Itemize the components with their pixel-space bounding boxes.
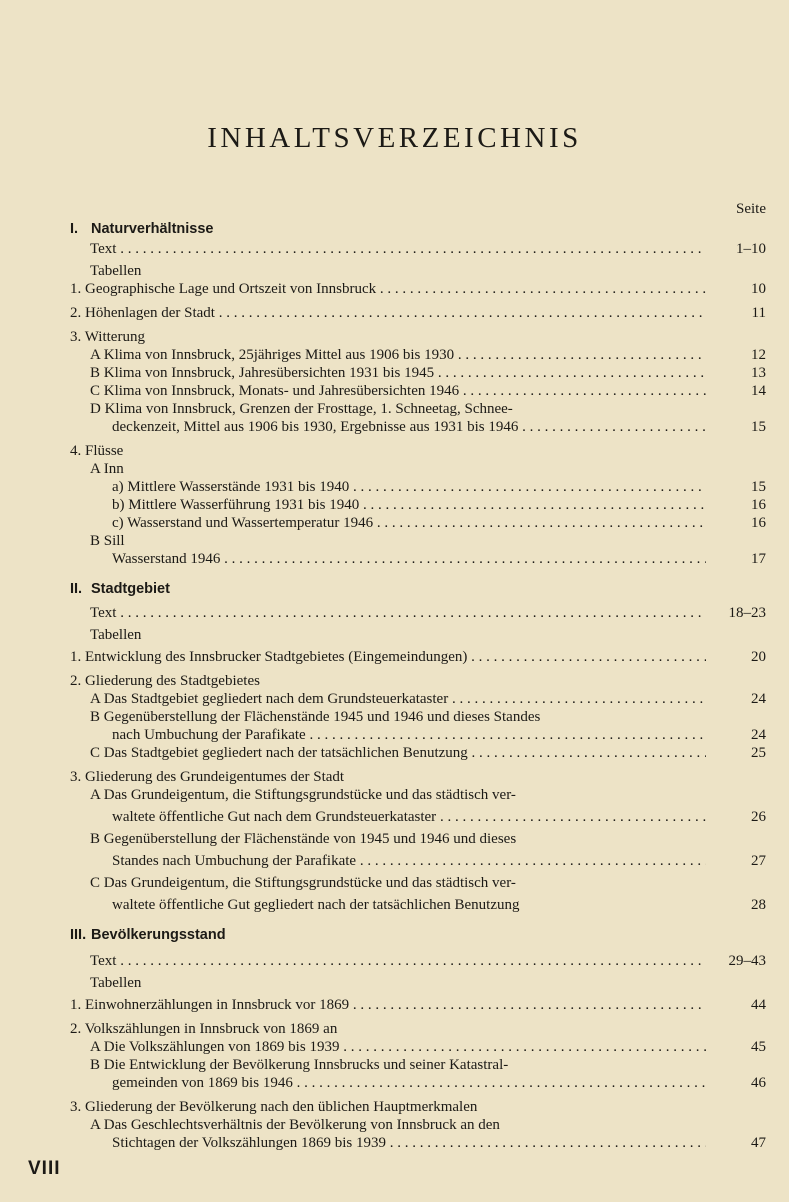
toc-entry: Stichtagen der Volkszählungen 1869 bis 1939 . . . 47 [70,1134,766,1152]
toc-entry: C Klima von Innsbruck, Monats- und Jahresübersichten 1946 . . . 14 [70,382,766,400]
toc-entry: C Das Grundeigentum, die Stiftungsgrundstücke und das städtisch ver- [90,875,516,891]
toc-entry: Standes nach Umbuchung der Parafikate . . . 27 [70,852,766,870]
toc-group: 3. Witterung [70,329,145,345]
page-number: VIII [28,1158,61,1179]
toc-entry: Text . . . 1–10 [70,240,766,258]
toc-entry: B Die Entwicklung der Bevölkerung Innsbrucks und seiner Katastral- [90,1057,509,1073]
toc-entry: 1. Einwohnerzählungen in Innsbruck vor 1869 . . . 44 [70,996,766,1014]
toc-entry: Wasserstand 1946 . . . 17 [70,550,766,568]
section-number: II. [70,581,83,597]
toc-group: 3. Gliederung der Bevölkerung nach den üblichen Hauptmerkmalen [70,1099,478,1115]
toc-entry: Text . . . 18–23 [70,604,766,622]
section-number: I. [70,221,79,237]
toc-entry: gemeinden von 1869 bis 1946 . . . 46 [70,1074,766,1092]
section-heading-2 [70,578,766,600]
toc-entry: nach Umbuchung der Parafikate . . . 24 [70,726,766,744]
toc-group: 2. Gliederung des Stadtgebietes [70,673,260,689]
toc-entry: deckenzeit, Mittel aus 1906 bis 1930, Ergebnisse aus 1931 bis 1946 . . . 15 [70,418,766,436]
toc-entry: A Das Geschlechtsverhältnis der Bevölkerung von Innsbruck an den [90,1117,500,1133]
toc-entry: waltete öffentliche Gut gegliedert nach der tatsächlichen Benutzung 28 [112,897,766,913]
toc-entry: 1. Geographische Lage und Ortszeit von Innsbruck . . . 10 [70,280,766,298]
toc-group: 2. Volkszählungen in Innsbruck von 1869 an [70,1021,338,1037]
section-title: Stadtgebiet [91,581,170,597]
toc-entry: Text . . . 29–43 [70,952,766,970]
toc-group: 3. Gliederung des Grundeigentumes der Stadt [70,769,345,785]
toc-entry: A Das Stadtgebiet gegliedert nach dem Grundsteuerkataster . . . 24 [70,690,766,708]
toc-group: 4. Flüsse [70,443,124,459]
page-column-label: Seite [736,201,766,217]
toc-entry: a) Mittlere Wasserstände 1931 bis 1940 . . . 15 [70,478,766,496]
show-through-texture [30,22,770,41]
toc-entry: A Klima von Innsbruck, 25jähriges Mittel aus 1906 bis 1930 . . . 12 [70,346,766,364]
toc-entry: b) Mittlere Wasserführung 1931 bis 1940 . . . 16 [70,496,766,514]
toc-subgroup: B Sill [90,533,125,549]
toc-entry: B Gegenüberstellung der Flächenstände von 1945 und 1946 und dieses [90,831,517,847]
section-heading-3 [70,924,766,946]
toc [70,200,766,1152]
tables-label: Tabellen [90,627,142,643]
section-title: Bevölkerungsstand [91,927,226,943]
section-heading-1 [70,218,766,240]
toc-entry: D Klima von Innsbruck, Grenzen der Frosttage, 1. Schneetag, Schnee- [90,401,513,417]
page-title: INHALTSVERZEICHNIS [207,122,582,154]
toc-entry: B Gegenüberstellung der Flächenstände 1945 und 1946 und dieses Standes [90,709,541,725]
tables-label: Tabellen [90,263,142,279]
toc-entry: 1. Entwicklung des Innsbrucker Stadtgebietes (Eingemeindungen) . . . 20 [70,648,766,666]
toc-entry: C Das Stadtgebiet gegliedert nach der tatsächlichen Benutzung . . . 25 [70,744,766,762]
tables-label: Tabellen [90,975,142,991]
toc-entry: A Die Volkszählungen von 1869 bis 1939 . . . 45 [70,1038,766,1056]
toc-entry: A Das Grundeigentum, die Stiftungsgrundstücke und das städtisch ver- [90,787,516,803]
toc-subgroup: A Inn [90,461,124,477]
toc-entry: B Klima von Innsbruck, Jahresübersichten 1931 bis 1945 . . . 13 [70,364,766,382]
toc-entry: c) Wasserstand und Wassertemperatur 1946 . . . 16 [70,514,766,532]
toc-entry: 2. Höhenlagen der Stadt . . . 11 [70,304,766,322]
section-title: Naturverhältnisse [91,221,214,237]
toc-entry: waltete öffentliche Gut nach dem Grundsteuerkataster . . . 26 [70,808,766,826]
section-number: III. [70,927,87,943]
